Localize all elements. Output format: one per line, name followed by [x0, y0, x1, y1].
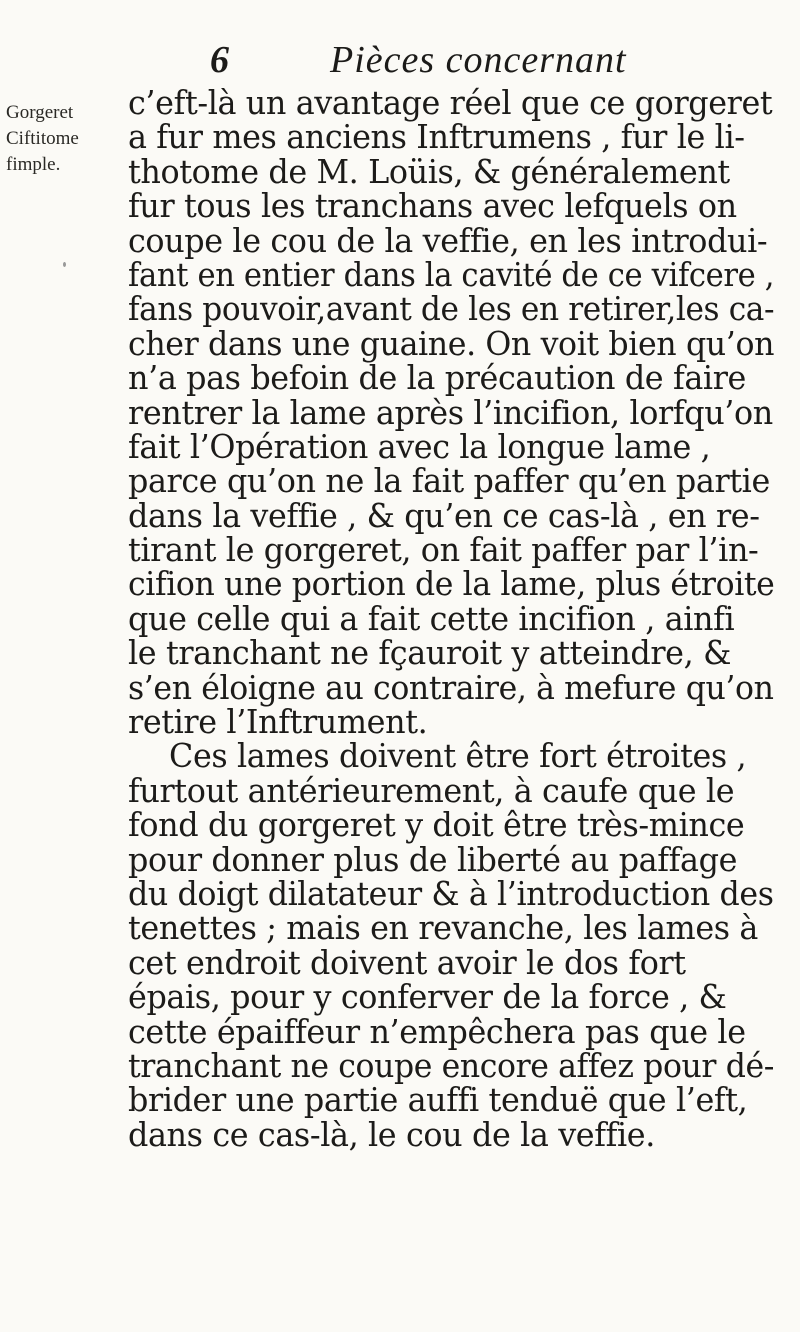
text-line: tranchant ne coupe encore affez pour dé-	[128, 1046, 774, 1085]
page-number: 6	[210, 39, 229, 81]
text-line: que celle qui a fait cette incifion , ainfi	[128, 599, 735, 638]
margin-note-line: Gorgeret	[6, 102, 74, 123]
text-line: fant en entier dans la cavité de ce vifcere ,	[128, 255, 775, 294]
margin-note-line: fimple.	[6, 154, 61, 175]
text-line: tirant le gorgeret, on fait paffer par l’in-	[128, 531, 759, 570]
text-line: rentrer la lame après l’incifion, lorfqu’on	[128, 393, 773, 432]
text-line: retire l’Inftrument.	[128, 703, 428, 742]
text-line: brider une partie auffi tenduë que l’eft,	[128, 1081, 748, 1120]
text-line: du doigt dilatateur & à l’introduction des	[128, 874, 774, 913]
body-text	[128, 86, 788, 1152]
text-line: thotome de M. Loüis, & généralement	[128, 152, 730, 191]
text-line: dans ce cas-là, le cou de la veffie.	[128, 1115, 655, 1154]
margin-note	[6, 100, 116, 178]
text-line: cher dans une guaine. On voit bien qu’on	[128, 324, 775, 363]
text-line: parce qu’on ne la fait paffer qu’en partie	[128, 462, 770, 501]
text-line: n’a pas befoin de la précaution de faire	[128, 359, 746, 398]
text-line: coupe le cou de la veffie, en les introdui-	[128, 221, 768, 260]
text-line: cette épaiffeur n’empêchera pas que le	[128, 1012, 746, 1051]
text-line: fur tous les tranchans avec lefquels on	[128, 187, 737, 226]
text-line: le tranchant ne fçauroit y atteindre, &	[128, 634, 732, 673]
text-line: fond du gorgeret y doit être très-mince	[128, 806, 745, 845]
paragraph-start-line: Ces lames doivent être fort étroites ,	[169, 737, 747, 776]
margin-note-line: Ciftitome	[6, 128, 79, 149]
text-line: cet endroit doivent avoir le dos fort	[128, 943, 686, 982]
ink-speck	[63, 262, 66, 267]
text-line: furtout antérieurement, à caufe que le	[128, 771, 735, 810]
text-line: s’en éloigne au contraire, à mefure qu’on	[128, 668, 774, 707]
page-header	[200, 40, 680, 80]
text-line: c’eft-là un avantage réel que ce gorgeret	[128, 84, 773, 122]
text-line: a fur mes anciens Inftrumens , fur le li-	[128, 118, 745, 157]
text-line: dans la veffie , & qu’en ce cas-là , en re-	[128, 496, 760, 535]
text-line: tenettes ; mais en revanche, les lames à	[128, 909, 759, 948]
running-title: Pièces concernant	[330, 39, 627, 81]
text-line: épais, pour y conferver de la force , &	[128, 978, 727, 1017]
text-line: fait l’Opération avec la longue lame ,	[128, 427, 711, 466]
text-line: pour donner plus de liberté au paffage	[128, 840, 738, 879]
text-line: fans pouvoir,avant de les en retirer,les ca-	[128, 290, 775, 329]
text-line: cifion une portion de la lame, plus étroite	[128, 565, 775, 604]
